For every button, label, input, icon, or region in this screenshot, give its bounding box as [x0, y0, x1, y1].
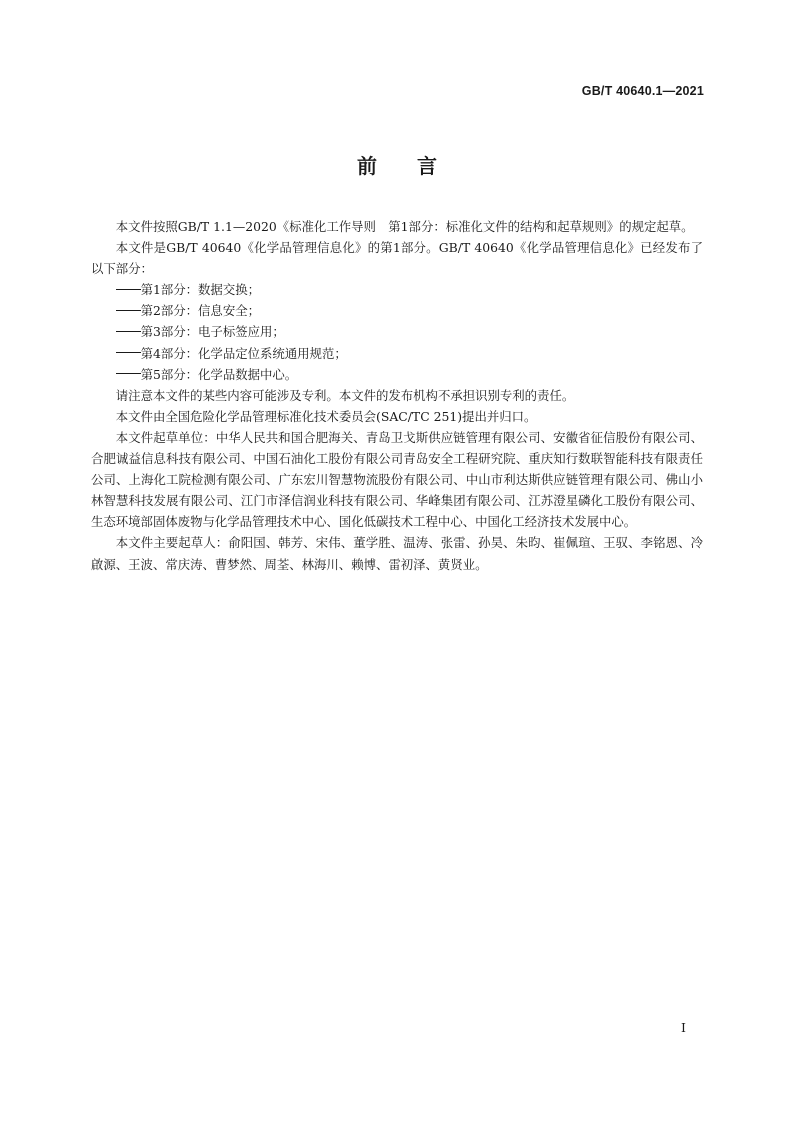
list-item: [91, 321, 703, 342]
page-number: I: [681, 1020, 686, 1035]
list-item: [91, 364, 703, 385]
foreword-body: [91, 216, 703, 575]
title-char-1: 前: [357, 154, 377, 178]
list-item: [91, 279, 703, 300]
dash-mark: [116, 331, 141, 333]
paragraph-drafting-units: 本文件起草单位：中华人民共和国合肥海关、青岛卫戈斯供应链管理有限公司、安徽省征信股份有限公司、合肥诚益信息科技有限公司、中国石油化工股份有限公司青岛安全工程研究院、重庆知行数联智能科技有限责任公司、上海化工院检测有限公司、广东宏川智慧物流股份有限公司、中山市利达斯供应链管理有限公司、佛山小林智慧科技发展有限公司、江门市泽信润业科技有限公司、华峰集团有限公司、江苏澄星磷化工股份有限公司、生态环境部固体废物与化学品管理技术中心、国化低碳技术工程中心、中国化工经济技术发展中心。: [91, 429, 703, 530]
page-title: [0, 150, 794, 179]
paragraph-patent-notice: 请注意本文件的某些内容可能涉及专利。本文件的发布机构不承担识别专利的责任。: [115, 387, 575, 403]
list-item-text: 第3部分：电子标签应用；: [140, 324, 285, 340]
paragraph-drafting-rules: 本文件按照GB/T 1.1—2020《标准化工作导则 第1部分：标准化文件的结构和起草规则》的规定起草。: [115, 219, 694, 234]
dash-mark: [116, 352, 141, 354]
paragraph-drafters: 本文件主要起草人：俞阳国、韩芳、宋伟、董学胜、温涛、张雷、孙昊、朱昀、崔佩瑄、王驭、李铭恩、冷啟源、王波、常庆涛、曹梦然、周荃、林海川、赖博、雷初泽、黄贤业。: [91, 535, 703, 572]
list-item-text: 第4部分：化学品定位系统通用规范；: [140, 345, 347, 361]
paragraph-proposer: 本文件由全国危险化学品管理标准化技术委员会(SAC/TC 251)提出并归口。: [115, 408, 537, 424]
dash-mark: [116, 289, 141, 291]
list-item: [91, 343, 703, 364]
list-item: [91, 300, 703, 321]
title-char-2: 言: [417, 154, 437, 178]
list-item-text: 第5部分：化学品数据中心。: [140, 366, 298, 382]
list-item-text: 第1部分：数据交换；: [140, 282, 260, 298]
paragraph-series-intro: 本文件是GB/T 40640《化学品管理信息化》的第1部分。GB/T 40640《化学品管理信息化》已经发布了以下部分：: [91, 240, 703, 277]
dash-mark: [116, 310, 141, 312]
list-item-text: 第2部分：信息安全；: [140, 303, 260, 319]
dash-mark: [116, 373, 141, 375]
standard-code: GB/T 40640.1—2021: [581, 84, 704, 98]
